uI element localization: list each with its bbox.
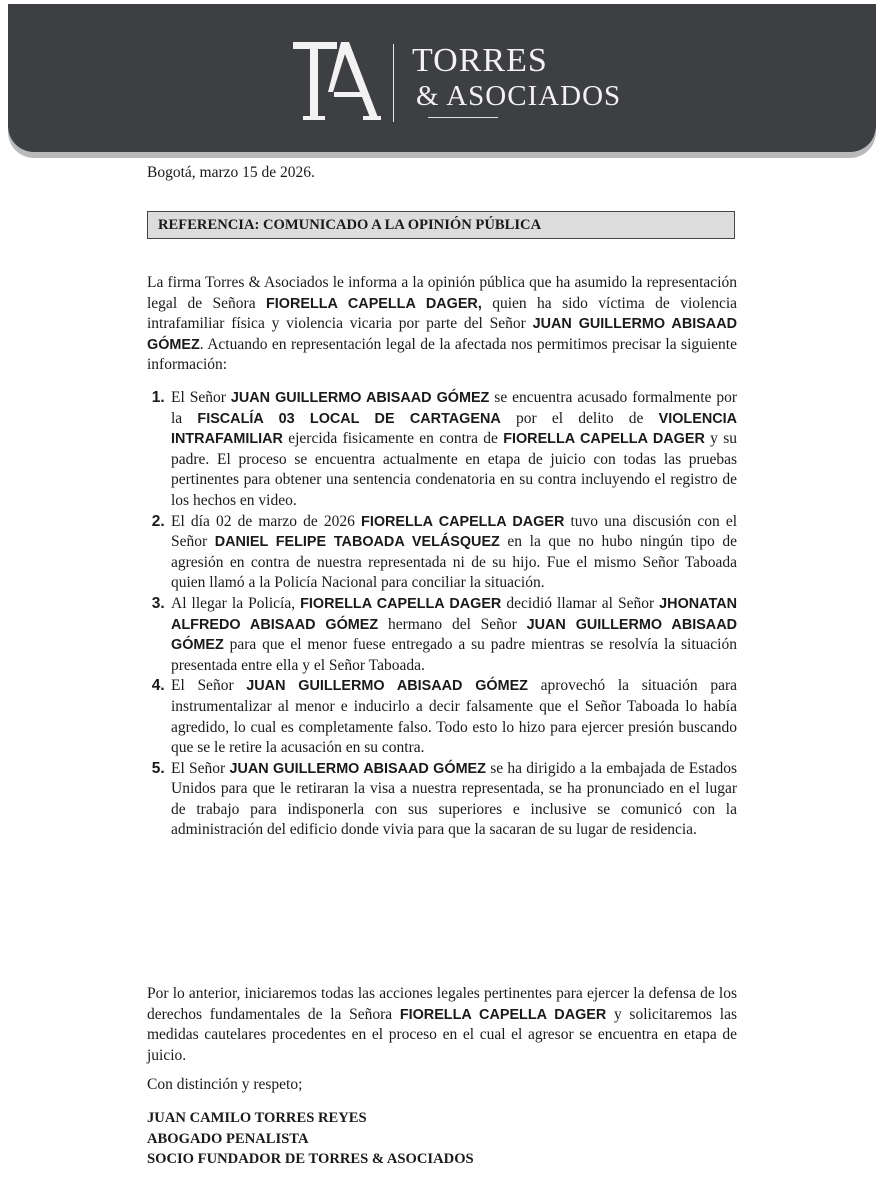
letterhead: [8, 4, 876, 152]
body-text: se encuentra acusado formalmente por la: [171, 389, 737, 427]
list-item: [169, 594, 737, 676]
body-text: ejercida fisicamente en contra de: [282, 430, 504, 448]
signature-block: [147, 1108, 737, 1170]
letter-date: Bogotá, marzo 15 de 2026.: [147, 164, 315, 181]
numbered-list: [147, 388, 737, 841]
bold-name-text: JUAN GUILLERMO ABISAAD GÓMEZ: [147, 316, 737, 353]
firm-name-line1: TORRES: [412, 42, 548, 79]
bold-name-text: JUAN GUILLERMO ABISAAD GÓMEZ: [229, 760, 486, 777]
bold-name-text: DANIEL FELIPE TABOADA VELÁSQUEZ: [214, 534, 500, 551]
body-text: aprovechó la situación para instrumentalizar al menor e inducirlo a decir falsamente que el Señor Taboada lo había agredido, lo cual es completamente falso. Todo esto lo hizo para ejercer presión buscando que se le retire la acusación en su contra.: [171, 677, 738, 757]
signature-role: ABOGADO PENALISTA: [147, 1130, 309, 1147]
body-text: El Señor: [171, 759, 230, 777]
bold-name-text: FIORELLA CAPELLA DAGER: [399, 1006, 607, 1023]
body-text: Por lo anterior, iniciaremos todas las acciones legales pertinentes para ejercer la defensa de los derechos fundamentales de la Señora: [147, 985, 737, 1023]
bold-name-text: FISCALÍA 03 LOCAL DE CARTAGENA: [197, 410, 501, 427]
body-text: El día 02 de marzo de 2026: [171, 512, 362, 530]
bold-name-text: FIORELLA CAPELLA DAGER: [503, 431, 705, 448]
intro-paragraph: [147, 273, 737, 376]
signature-name: JUAN CAMILO TORRES REYES: [147, 1110, 367, 1126]
body-text: hermano del Señor: [378, 615, 527, 633]
body-text: para que el menor fuese entregado a su padre mientras se resolvía la situación presentada entre ella y el Señor Taboada.: [171, 636, 737, 674]
body-text: El Señor: [171, 677, 247, 695]
bold-name-text: FIORELLA CAPELLA DAGER: [361, 513, 565, 530]
list-item: [169, 759, 737, 841]
body-text: tuvo una discusión con el Señor: [171, 512, 737, 551]
body-text: decidió llamar al Señor: [501, 594, 660, 612]
reference-box: REFERENCIA: COMUNICADO A LA OPINIÓN PÚBLICA: [147, 211, 735, 239]
list-item: [169, 676, 737, 758]
logo-underline: [428, 117, 498, 118]
body-text: se ha dirigido a la embajada de Estados Unidos para que le retiraran la visa a nuestra representada, se ha pronunciado en el lugar de trabajo para indisponerla con sus superiores e inclusive se comunicó con la administración del edificio donde vivia para que la sacaran de su lugar de residencia.: [171, 759, 737, 839]
signature-position: SOCIO FUNDADOR DE TORRES & ASOCIADOS: [147, 1151, 474, 1167]
bold-name-text: FIORELLA CAPELLA DAGER,: [265, 295, 482, 312]
body-text: en la que no hubo ningún tipo de agresión en contra de nuestra representada ni de su hijo. Fue el mismo Señor Taboada quien llamó a la Policía Nacional para conciliar la situación.: [171, 533, 737, 592]
logo-divider: [393, 44, 394, 122]
bold-name-text: JUAN GUILLERMO ABISAAD GÓMEZ: [230, 390, 490, 406]
regards-line: Con distinción y respeto;: [147, 1076, 303, 1093]
bold-name-text: JUAN GUILLERMO ABISAAD GÓMEZ: [171, 616, 737, 654]
bold-name-text: VIOLENCIA INTRAFAMILIAR: [171, 410, 737, 448]
body-text: por el delito de: [500, 409, 659, 427]
bold-name-text: JHONATAN ALFREDO ABISAAD GÓMEZ: [171, 595, 737, 633]
bold-name-text: JUAN GUILLERMO ABISAAD GÓMEZ: [246, 678, 528, 695]
closing-paragraph: [147, 984, 737, 1066]
list-item: [169, 388, 737, 512]
body-text: Al llegar la Policía,: [171, 594, 301, 612]
body-text: El Señor: [171, 389, 231, 406]
bold-name-text: FIORELLA CAPELLA DAGER: [300, 595, 502, 612]
firm-monogram-logo: [293, 40, 383, 122]
body-text: y solicitaremos las medidas cautelares procedentes en el proceso en el cual el agresor se encuentra en etapa de juicio.: [147, 1005, 737, 1064]
body-text: y su padre. El proceso se encuentra actualmente en etapa de juicio con todas las pruebas pertinentes para obtener una sentencia condenatoria en su contra incluyendo el registro de los hechos en video.: [171, 430, 737, 509]
body-text: La firma Torres & Asociados le informa a la opinión pública que ha asumido la representación legal de Señora: [147, 274, 737, 312]
firm-name-line2: & ASOCIADOS: [416, 80, 622, 112]
body-text: . Actuando en representación legal de la afectada nos permitimos precisar la siguiente información:: [147, 335, 737, 374]
body-text: quien ha sido víctima de violencia intrafamiliar física y violencia vicaria por parte del Señor: [147, 294, 738, 333]
list-item: [169, 512, 737, 594]
